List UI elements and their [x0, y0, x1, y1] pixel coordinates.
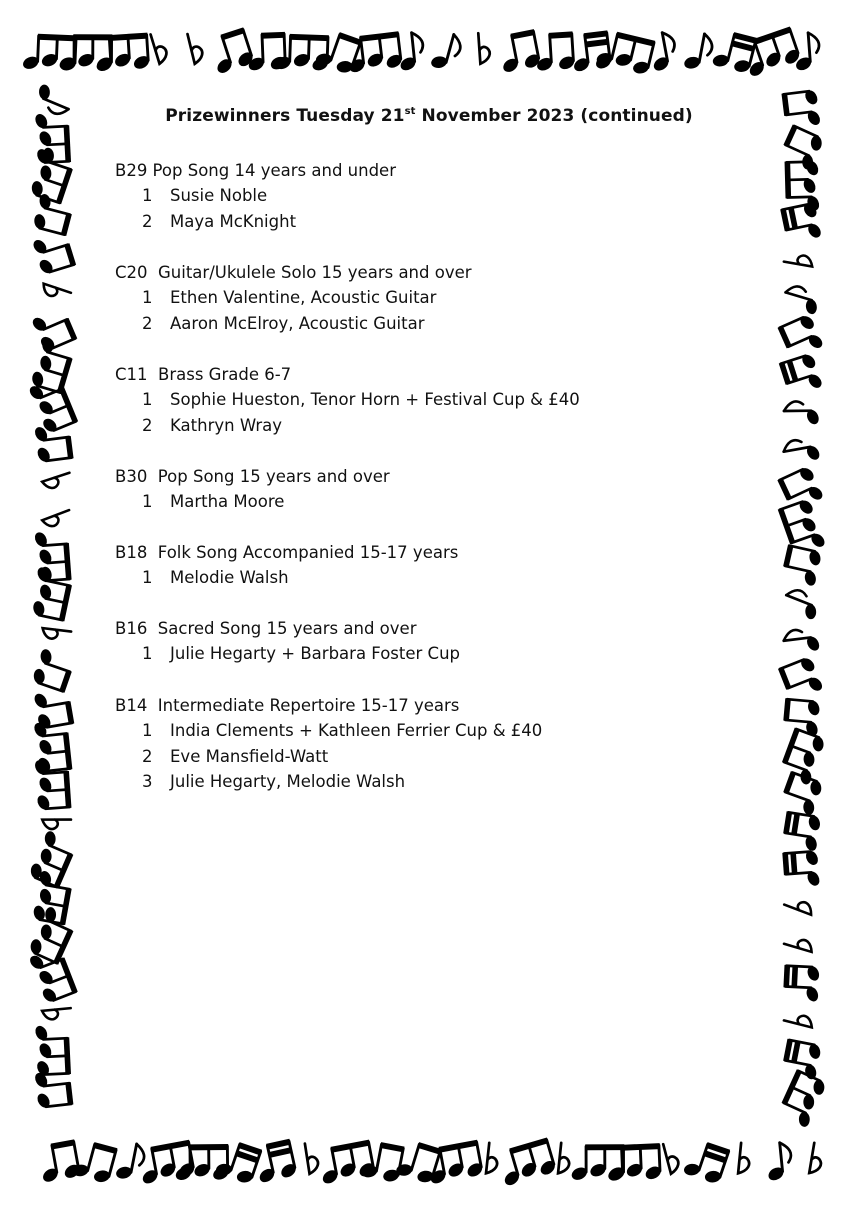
place-number: 1 [142, 288, 153, 307]
title-rest: November 2023 (continued) [415, 106, 693, 126]
winner-name: Martha Moore [170, 492, 285, 511]
class-section-c11 [115, 362, 735, 438]
place-number: 1 [142, 492, 153, 511]
prize-entry [115, 183, 735, 209]
place-number: 1 [142, 644, 153, 663]
place-number: 1 [142, 568, 153, 587]
class-heading: B30 Pop Song 15 years and over [115, 467, 390, 486]
prize-entry [115, 769, 735, 795]
class-section-b18 [115, 540, 735, 591]
winner-name: Kathryn Wray [170, 415, 283, 435]
class-heading: B14 Intermediate Repertoire 15-17 years [115, 696, 460, 715]
winner-name: Eve Mansfield-Watt [170, 746, 329, 766]
winner-name: Melodie Walsh [170, 568, 289, 587]
winner-name: Susie Noble [170, 186, 268, 205]
class-heading: B16 Sacred Song 15 years and over [115, 619, 417, 638]
class-heading: B18 Folk Song Accompanied 15-17 years [115, 543, 459, 562]
class-section-b30 [115, 464, 735, 515]
place-number: 1 [142, 390, 153, 409]
winner-name: Julie Hegarty, Melodie Walsh [170, 772, 406, 791]
prize-entry [115, 718, 735, 744]
class-section-b29 [115, 158, 735, 234]
title-ordinal: st [404, 106, 416, 117]
place-number: 1 [142, 721, 153, 740]
prize-entry [115, 489, 735, 515]
class-heading: C20 Guitar/Ukulele Solo 15 years and over [115, 263, 472, 282]
prize-entry [115, 744, 735, 770]
winner-name: Maya McKnight [170, 211, 297, 231]
prize-entry [115, 209, 735, 235]
title-text: Prizewinners Tuesday 21 [165, 106, 405, 126]
winner-name: Aaron McElroy, Acoustic Guitar [170, 313, 425, 333]
winner-name: Julie Hegarty + Barbara Foster Cup [170, 644, 460, 663]
winner-name: Sophie Hueston, Tenor Horn + Festival Cup & £40 [170, 390, 580, 409]
prize-entry [115, 641, 735, 667]
place-number: 2 [142, 211, 153, 231]
prize-entry [115, 285, 735, 311]
place-number: 2 [142, 415, 153, 435]
winner-name: Ethen Valentine, Acoustic Guitar [170, 288, 437, 307]
winner-name: India Clements + Kathleen Ferrier Cup & £40 [170, 721, 543, 740]
class-section-b16 [115, 616, 735, 667]
place-number: 1 [142, 186, 153, 205]
place-number: 2 [142, 746, 153, 766]
prize-entry [115, 413, 735, 439]
class-heading: B29 Pop Song 14 years and under [115, 161, 396, 180]
class-section-c20 [115, 260, 735, 336]
prize-entry [115, 565, 735, 591]
class-heading: C11 Brass Grade 6-7 [115, 365, 292, 384]
prize-entry [115, 387, 735, 413]
place-number: 2 [142, 313, 153, 333]
place-number: 3 [142, 772, 153, 791]
prize-entry [115, 311, 735, 337]
class-section-b14 [115, 693, 735, 795]
page-title [0, 106, 858, 126]
